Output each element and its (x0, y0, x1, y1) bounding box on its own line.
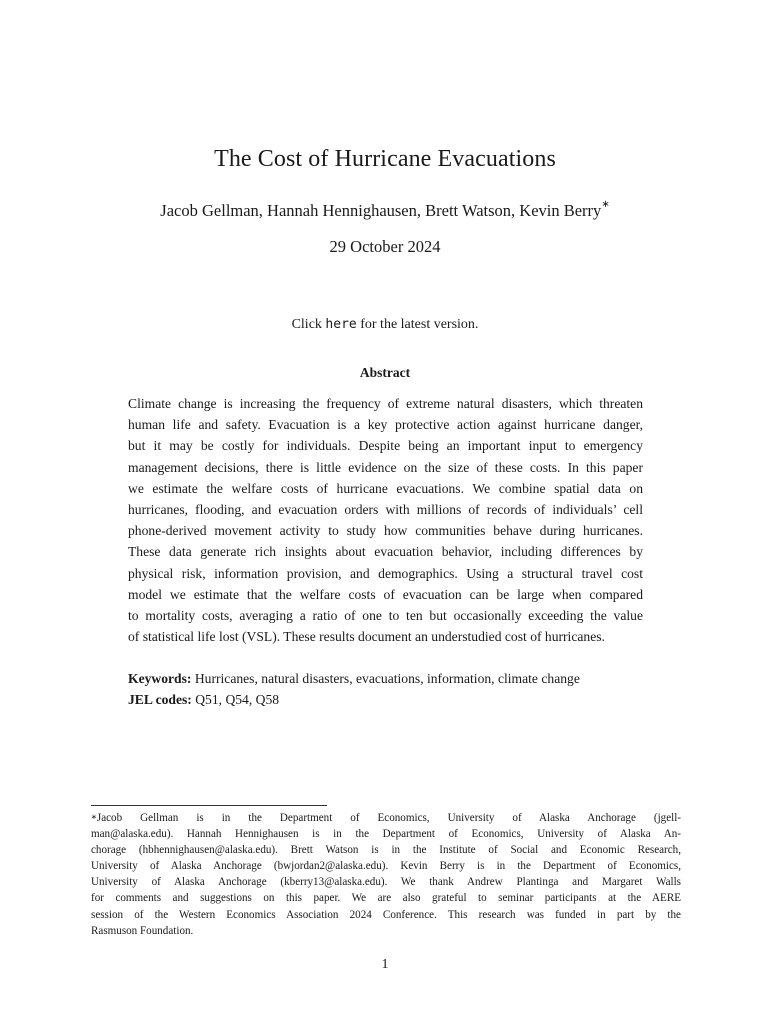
abstract-body (128, 393, 643, 647)
footnote-marker: ∗ (91, 813, 97, 821)
abstract-line: management decisions, there is little evidence on the size of these costs. In this paper (128, 459, 643, 475)
paper-date: 29 October 2024 (329, 237, 441, 256)
abstract-line: human life and safety. Evacuation is a key protective action against hurricane danger, (128, 417, 643, 433)
keywords-value: Hurricanes, natural disasters, evacuations, information, climate change (194, 671, 580, 686)
footnote-line: Rasmuson Foundation. (91, 924, 194, 937)
abstract-line: model we estimate that the welfare costs of evacuation can be large when compared (128, 586, 643, 602)
author-list (0, 201, 770, 221)
abstract-line: phone-derived movement activity to study how communities behave during hurricanes. (128, 523, 643, 539)
author-footnote (91, 810, 681, 939)
abstract-line: we estimate the welfare costs of hurricane evacuations. We combine spatial data on (128, 480, 643, 496)
footnote-line: University of Alaska Anchorage (kberry13@alaska.edu). We thank Andrew Plantinga and Margaret Walls (91, 876, 681, 889)
footnote-line: man@alaska.edu). Hannah Hennighausen is in the Department of Economics, University of Alaska An- (91, 828, 681, 841)
footnote-line-text: Jacob Gellman is in the Department of Economics, University of Alaska Anchorage (jgell- (96, 812, 681, 824)
keywords-row (128, 668, 643, 689)
jel-value: Q51, Q54, Q58 (195, 692, 280, 707)
latest-version-note (0, 317, 770, 333)
latest-prefix: Click (291, 317, 322, 332)
footnote-line (91, 810, 681, 826)
footnote-line: for comments and suggestions on this paper. We are also grateful to seminar participants at the AERE (91, 892, 681, 905)
abstract-heading: Abstract (359, 365, 411, 380)
abstract-line: These data generate rich insights about evacuation behavior, including differences by (128, 544, 643, 560)
author-footnote-marker[interactable]: ∗ (601, 199, 610, 210)
jel-label: JEL codes: (128, 692, 192, 707)
latest-suffix: for the latest version. (360, 317, 479, 332)
abstract-line: to mortality costs, averaging a ratio of one to ten but occasionally exceeding the value (128, 608, 643, 624)
paper-title: The Cost of Hurricane Evacuations (214, 146, 556, 172)
keywords-label: Keywords: (128, 671, 192, 686)
abstract-line: but it may be costly for individuals. Despite being an important input to emergency (128, 438, 643, 454)
abstract-line: physical risk, information provision, and demographics. Using a structural travel cost (128, 565, 643, 581)
abstract-line: hurricanes, flooding, and evacuation orders with millions of records of individuals’ cell (128, 502, 643, 518)
page-number: 1 (381, 957, 389, 972)
abstract-line: Climate change is increasing the frequency of extreme natural disasters, which threaten (128, 396, 643, 411)
keywords-block (128, 668, 643, 710)
footnote-line: session of the Western Economics Association 2024 Conference. This research was funded in part by the (91, 908, 681, 921)
footnote-rule (91, 805, 327, 806)
latest-version-link[interactable]: here (325, 317, 357, 332)
abstract-line: of statistical life lost (VSL). These results document an understudied cost of hurricanes. (128, 629, 605, 645)
footnote-line: University of Alaska Anchorage (bwjordan2@alaska.edu). Kevin Berry is in the Department of Economics, (91, 860, 681, 873)
footnote-line: chorage (hbhennighausen@alaska.edu). Brett Watson is in the Institute of Social and Economic Research, (91, 844, 681, 857)
author-names: Jacob Gellman, Hannah Hennighausen, Brett Watson, Kevin Berry (160, 201, 602, 220)
jel-row (128, 689, 643, 710)
